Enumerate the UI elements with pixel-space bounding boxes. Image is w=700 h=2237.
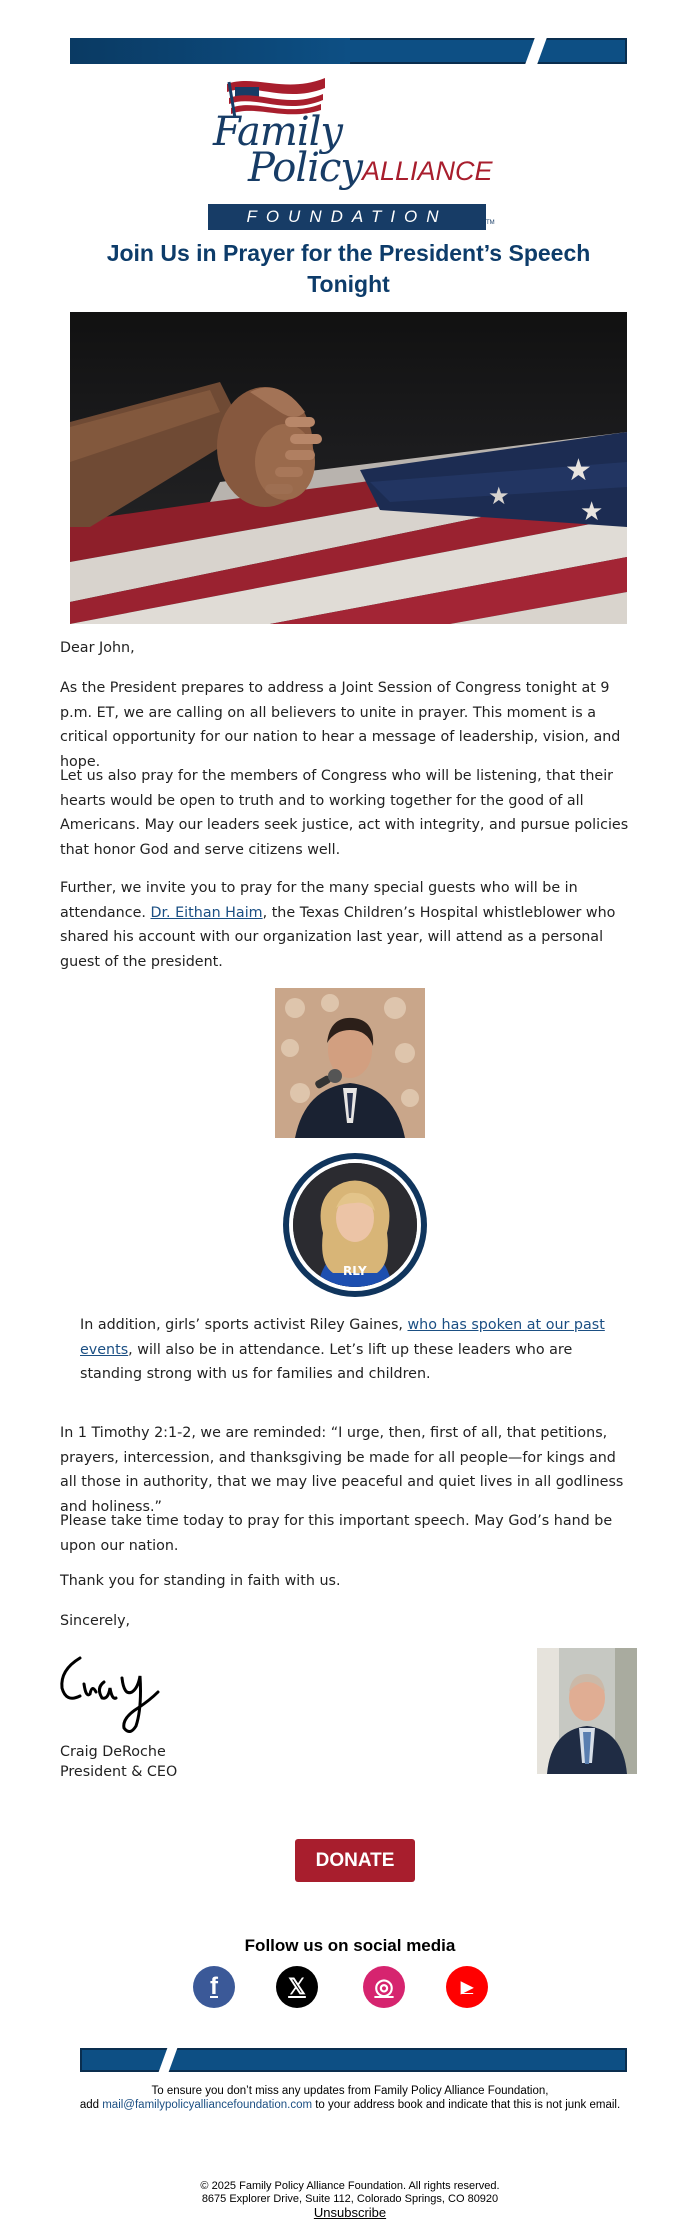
unsubscribe-link[interactable]: Unsubscribe: [313, 2205, 387, 2220]
paragraph-4-start: In addition, girls’ sports activist Riley Gaines,: [80, 1317, 408, 1333]
footer-notice-line1: To ensure you don’t miss any updates from Family Policy Alliance Foundation,: [151, 2085, 549, 2097]
footer-notice: [60, 2084, 640, 2112]
donate-button[interactable]: DONATE: [295, 1839, 415, 1882]
hero-image: [70, 312, 627, 624]
paragraph-7: Thank you for standing in faith with us.: [60, 1573, 341, 1589]
signer-name: Craig DeRoche: [60, 1744, 166, 1760]
past-events-link[interactable]: who has spoken at our past events: [80, 1317, 605, 1358]
logo-word-family: Family: [213, 109, 342, 155]
footer-email-link[interactable]: mail@familypolicyalliancefoundation.com: [102, 2099, 313, 2111]
header-banner-dark-segment: [70, 38, 350, 64]
footer-address-book-text: to your address book and indicate that this is not junk email.: [312, 2099, 621, 2111]
svg-text:★: ★: [580, 497, 604, 527]
svg-text:★: ★: [488, 482, 510, 510]
logo-foundation-bar: FOUNDATION: [208, 204, 486, 230]
paragraph-4: [80, 1313, 635, 1387]
headline: Join Us in Prayer for the President’s Speech Tonight: [106, 240, 591, 297]
paragraph-5: In 1 Timothy 2:1-2, we are reminded: “I urge, then, first of all, that petitions, prayers, intercession, and thanksgiving be made for all people—for kings and all those in authority, that we may live peaceful and quiet lives in all godliness and holiness.”: [60, 1425, 624, 1515]
footer-legal: [60, 2180, 640, 2206]
svg-text:RLY: RLY: [343, 1264, 367, 1278]
logo-word-alliance: ALLIANCE: [362, 156, 493, 186]
ceo-photo: [537, 1648, 637, 1774]
closing: Sincerely,: [60, 1613, 131, 1629]
footer-notice-line2: [60, 2098, 640, 2112]
instagram-icon[interactable]: ◎: [363, 1966, 405, 2008]
footer-add-text: add: [79, 2099, 103, 2111]
logo-word-policy: Policy: [248, 145, 362, 191]
paragraph-6: Please take time today to pray for this important speech. May God’s hand be upon our nation.: [60, 1513, 613, 1554]
svg-text:★: ★: [565, 453, 592, 488]
signer-title: President & CEO: [60, 1764, 178, 1780]
paragraph-3: [60, 876, 635, 974]
x-twitter-icon[interactable]: 𝕏: [276, 1966, 318, 2008]
social-heading: Follow us on social media: [244, 1936, 456, 1955]
eithan-haim-link[interactable]: Dr. Eithan Haim: [150, 904, 263, 921]
youtube-icon[interactable]: ▶: [446, 1966, 488, 2008]
paragraph-3-end: , the Texas Children’s Hospital whistleblower who shared his account with our organization last year, will attend as a personal guest of the president.: [60, 904, 616, 970]
footer-copyright: © 2025 Family Policy Alliance Foundation. All rights reserved.: [200, 2180, 500, 2192]
riley-gaines-photo: [283, 1153, 427, 1297]
logo-trademark: TM: [486, 220, 495, 226]
facebook-icon[interactable]: f: [193, 1966, 235, 2008]
eithan-haim-photo: [275, 988, 425, 1138]
paragraph-1: As the President prepares to address a Joint Session of Congress tonight at 9 p.m. ET, we are calling on all believers to unite in prayer. This moment is a critical opportunity for our nation to hear a message of leadership, vision, and hope.: [60, 680, 621, 770]
paragraph-4-end: , will also be in attendance. Let’s lift up these leaders who are standing strong with us for families and children.: [80, 1341, 573, 1382]
signature-image: [58, 1648, 168, 1738]
greeting: Dear John,: [60, 640, 135, 656]
paragraph-2: Let us also pray for the members of Congress who will be listening, that their hearts would be open to truth and to working together for the good of all Americans. May our leaders seek justice, act with integrity, and pursue policies that honor God and serve citizens well.: [60, 768, 629, 858]
paragraph-3-start: Further, we invite you to pray for the many special guests who will be in attendance.: [60, 880, 578, 921]
footer-address: 8675 Explorer Drive, Suite 112, Colorado Springs, CO 80920: [201, 2193, 499, 2205]
